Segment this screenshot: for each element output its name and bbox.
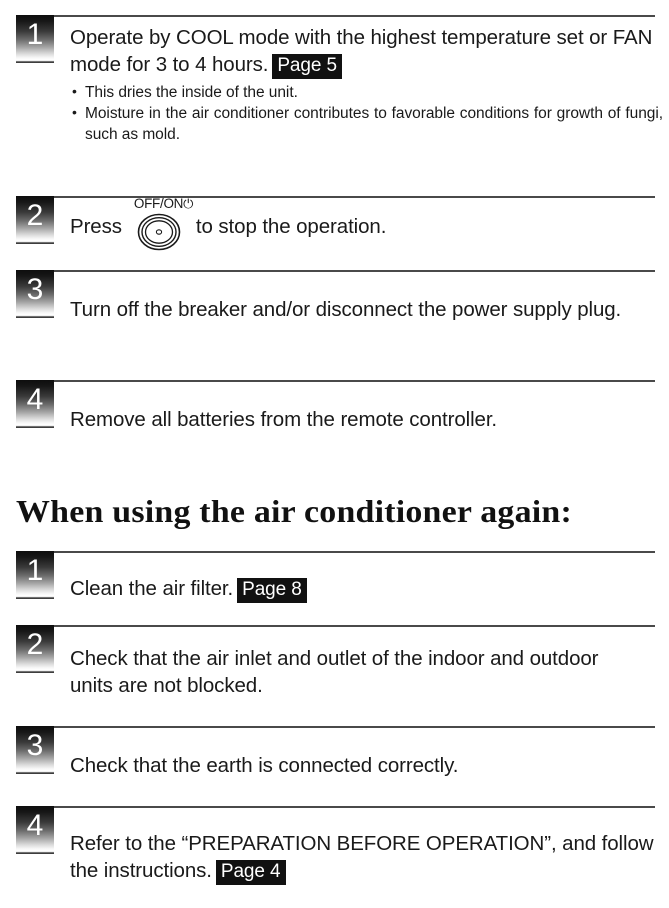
step-number-badge: 3 — [16, 726, 54, 774]
power-symbol-icon: ⏻ — [183, 196, 194, 211]
step-text-main: Refer to the “PREPARATION BEFORE OPERATION”, and follow the instructions. — [70, 832, 654, 882]
step-2-restart — [0, 625, 669, 699]
page-reference-chip[interactable]: Page 5 — [272, 54, 342, 79]
step-instruction-text — [70, 575, 669, 603]
step-text-main: Clean the air filter. — [70, 577, 234, 600]
page-title: When using the air conditioner again: — [16, 493, 572, 529]
step-number-badge: 2 — [16, 625, 54, 673]
step-3-restart — [0, 726, 669, 796]
step-divider-rule — [54, 551, 655, 553]
step-2-shutdown — [0, 196, 669, 252]
step-divider-rule — [54, 15, 655, 17]
list-item: • Moisture in the air conditioner contributes to favorable conditions for growth of fungi, such as mold. — [70, 103, 669, 145]
step-instruction-text: Check that the earth is connected correctly. — [70, 754, 459, 777]
step-instruction-text — [70, 830, 669, 885]
step-divider-rule — [54, 726, 655, 728]
step-4-shutdown — [0, 380, 669, 450]
step-instruction-text: Remove all batteries from the remote controller. — [70, 408, 498, 431]
section-heading-restart — [0, 493, 669, 529]
step-body — [70, 196, 669, 252]
press-suffix-label: to stop the operation. — [195, 215, 387, 238]
power-button-icon — [137, 213, 181, 251]
step-instruction-text — [70, 24, 669, 79]
step-1-shutdown — [0, 15, 669, 145]
step-number-badge: 4 — [16, 380, 54, 428]
step-instruction-text — [70, 198, 669, 252]
step-number-badge: 1 — [16, 15, 54, 63]
step-divider-rule — [54, 270, 655, 272]
step-body — [70, 270, 669, 340]
step-instruction-text: Turn off the breaker and/or disconnect the power supply plug. — [70, 298, 622, 321]
step-divider-rule — [54, 625, 655, 627]
step-text-main: Operate by COOL mode with the highest temperature set or FAN mode for 3 to 4 hours. — [70, 26, 653, 76]
step-body — [70, 726, 669, 796]
step-4-restart — [0, 806, 669, 885]
page-reference-chip[interactable]: Page 4 — [216, 860, 286, 885]
step-number-badge: 2 — [16, 196, 54, 244]
step-body — [70, 551, 669, 619]
off-on-button-caption — [134, 197, 193, 211]
step-body — [70, 806, 669, 885]
step-number-badge: 4 — [16, 806, 54, 854]
off-on-power-button[interactable] — [132, 196, 194, 252]
list-item: • This dries the inside of the unit. — [70, 82, 669, 103]
step-bullet-list — [70, 82, 669, 145]
step-3-shutdown — [0, 270, 669, 340]
step-divider-rule — [54, 806, 655, 808]
step-instruction-text: Check that the air inlet and outlet of the indoor and outdoor units are not blocked. — [70, 647, 599, 697]
step-body — [70, 625, 669, 699]
step-number-badge: 1 — [16, 551, 54, 599]
step-1-restart — [0, 551, 669, 619]
step-number-badge: 3 — [16, 270, 54, 318]
page-reference-chip[interactable]: Page 8 — [237, 578, 307, 603]
off-on-label: OFF/ON — [133, 196, 184, 211]
press-label: Press — [70, 215, 122, 238]
step-divider-rule — [54, 380, 655, 382]
step-body — [70, 15, 669, 145]
step-body — [70, 380, 669, 450]
